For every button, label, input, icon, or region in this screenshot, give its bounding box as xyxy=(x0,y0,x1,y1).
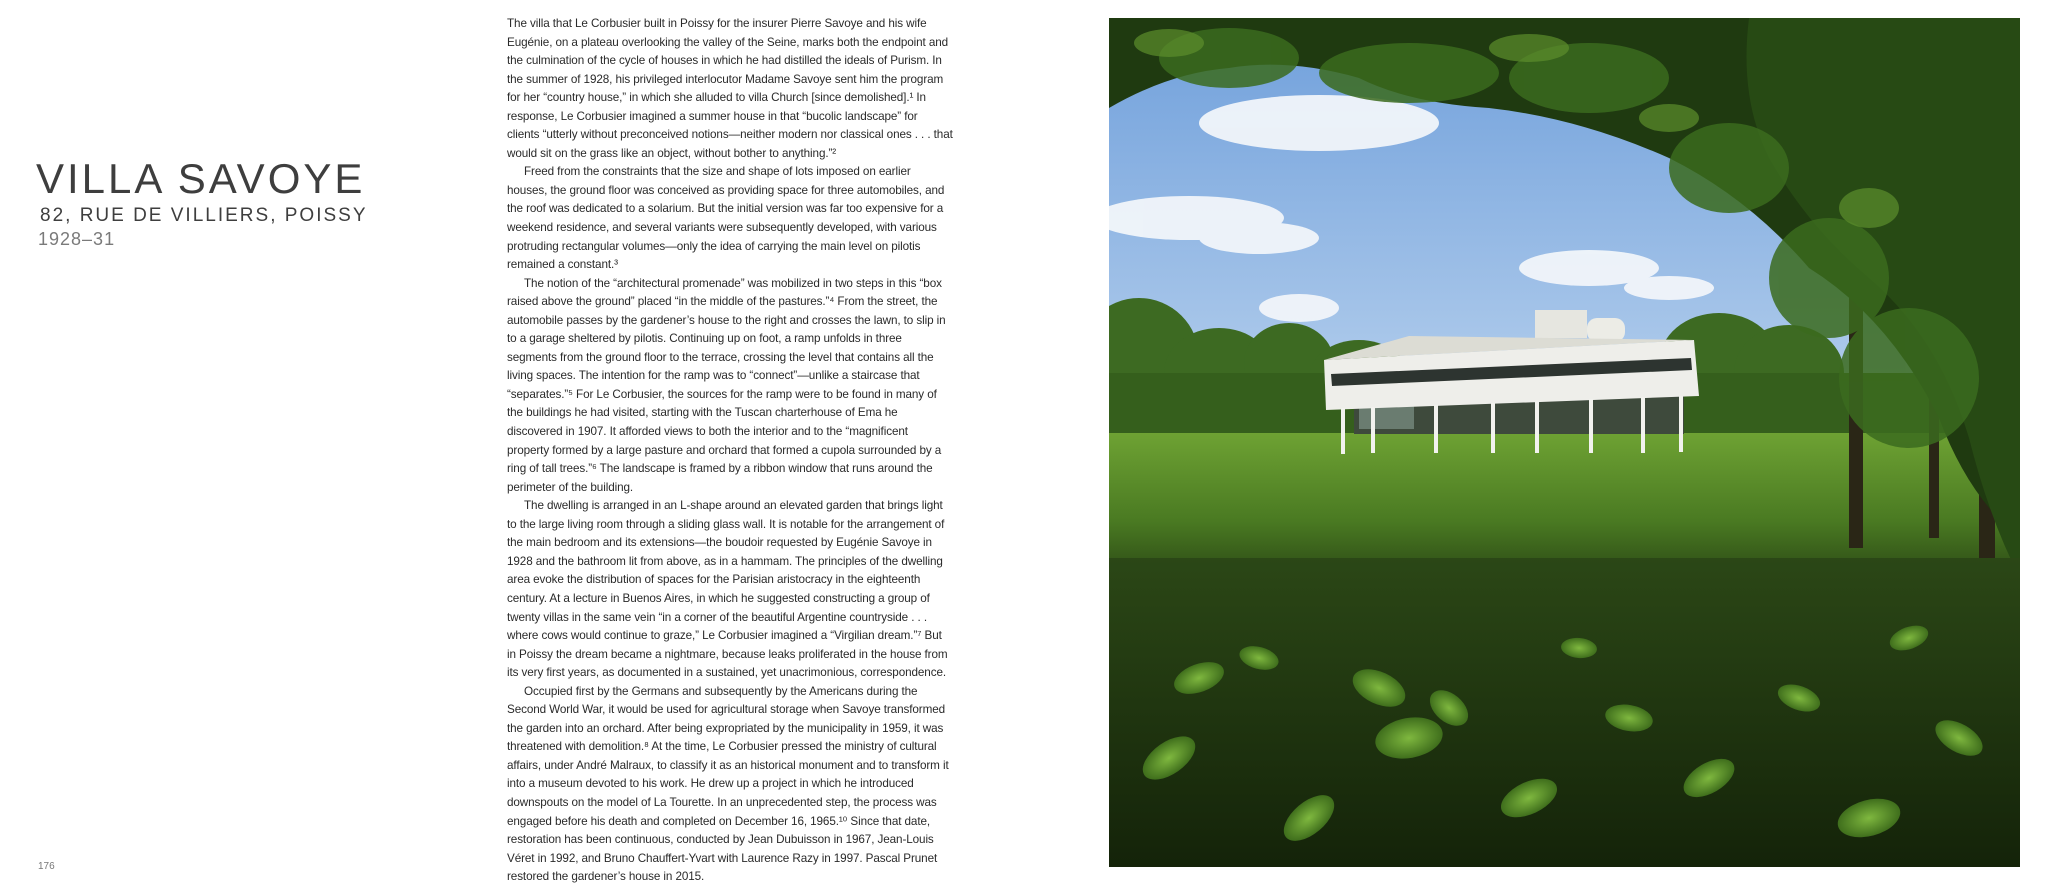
villa-savoye-photo xyxy=(1109,18,2020,867)
paragraph-4: The dwelling is arranged in an L-shape around an elevated garden that brings light to the large living room through a sliding glass wall. It is notable for the arrangement of the main bedroom and its extensions—the boudoir requested by Eugénie Savoye in 1928 and the bathroom lit from above, as in a hammam. The principles of the dwelling area evoke the distribution of spaces for the Parisian aristocracy in the eighteenth century. At a lecture in Buenos Aires, in which he suggested constructing a group of twenty villas in the same vein “in a corner of the beautiful Argentine countryside . . . where cows would continue to graze,” Le Corbusier imagined a “Virgilian dream.”⁷ But in Poissy the dream became a nightmare, because leaks proliferated in the house from its very first years, as documented in a sustained, yet unacrimonious, correspondence. xyxy=(507,499,948,680)
paragraph-5: Occupied first by the Germans and subsequently by the Americans during the Second World War, it would be used for agricultural storage when Savoye transformed the garden into an orchard. After being expropriated by the municipality in 1959, it was threatened with demolition.⁸ At the time, Le Corbusier pressed the ministry of cultural affairs, under André Malraux, to classify it as an historical monument and to transform it into a museum devoted to his work. He drew up a project in which he introduced downspouts on the model of La Tourette. In an unprecedented step, the process was engaged before his death and completed on December 16, 1965.¹⁰ Since that date, restoration has been continuous, conducted by Jean Dubuisson in 1967, Jean-Louis Véret in 1992, and Bruno Chauffert-Yvart with Laurence Razy in 1997. Pascal Prunet restored the gardener’s house in 2015. xyxy=(507,684,949,884)
address-subtitle: 82, RUE DE VILLIERS, POISSY xyxy=(40,205,368,226)
body-text-column xyxy=(507,15,953,887)
page-number: 176 xyxy=(38,861,55,872)
page-title: VILLA SAVOYE xyxy=(36,155,366,202)
paragraph-2: Freed from the constraints that the size and shape of lots imposed on earlier houses, the ground floor was conceived as providing space for three automobiles, and the roof was dedicated to a solarium. But the initial version was far too expensive for a weekend residence, and several variants were subsequently developed, with various protruding rectangular volumes—only the idea of carrying the main level on pilotis remained a constant.³ xyxy=(507,165,945,272)
photo-illustration xyxy=(1109,18,2020,867)
paragraph-3: The notion of the “architectural promenade” was mobilized in two steps in this “box raised above the ground” placed “in the middle of the pastures.”⁴ From the street, the automobile passes by the gardener’s house to the right and crosses the lawn, to slip in to a garage sheltered by pilotis. Continuing up on foot, a ramp unfolds in three segments from the ground floor to the terrace, crossing the level that contains all the living spaces. The intention for the ramp was to “connect”—unlike a staircase that “separates.”⁵ For Le Corbusier, the sources for the ramp were to be found in many of the buildings he had visited, starting with the Tuscan charterhouse of Ema he discovered in 1907. It afforded views to both the interior and to the “magnificent property formed by a large pasture and orchard that formed a cupola surrounded by a ring of tall trees.”⁶ The landscape is framed by a ribbon window that runs around the perimeter of the building. xyxy=(507,276,946,494)
chapter-heading xyxy=(36,156,368,250)
years-subtitle: 1928–31 xyxy=(38,229,116,249)
paragraph-1: The villa that Le Corbusier built in Poissy for the insurer Pierre Savoye and his wife Eugénie, on a plateau overlooking the valley of the Seine, marks both the endpoint and the culmination of the cycle of houses in which he had distilled the ideals of Purism. In the summer of 1928, his privileged interlocutor Madame Savoye sent him the program for her “country house,” in which she alluded to villa Church [since demolished].¹ In response, Le Corbusier imagined a summer house in that “bucolic landscape” for clients “utterly without preconceived notions—neither modern nor classical ones . . . that would sit on the grass like an object, without bother to anything.”² xyxy=(507,17,953,160)
